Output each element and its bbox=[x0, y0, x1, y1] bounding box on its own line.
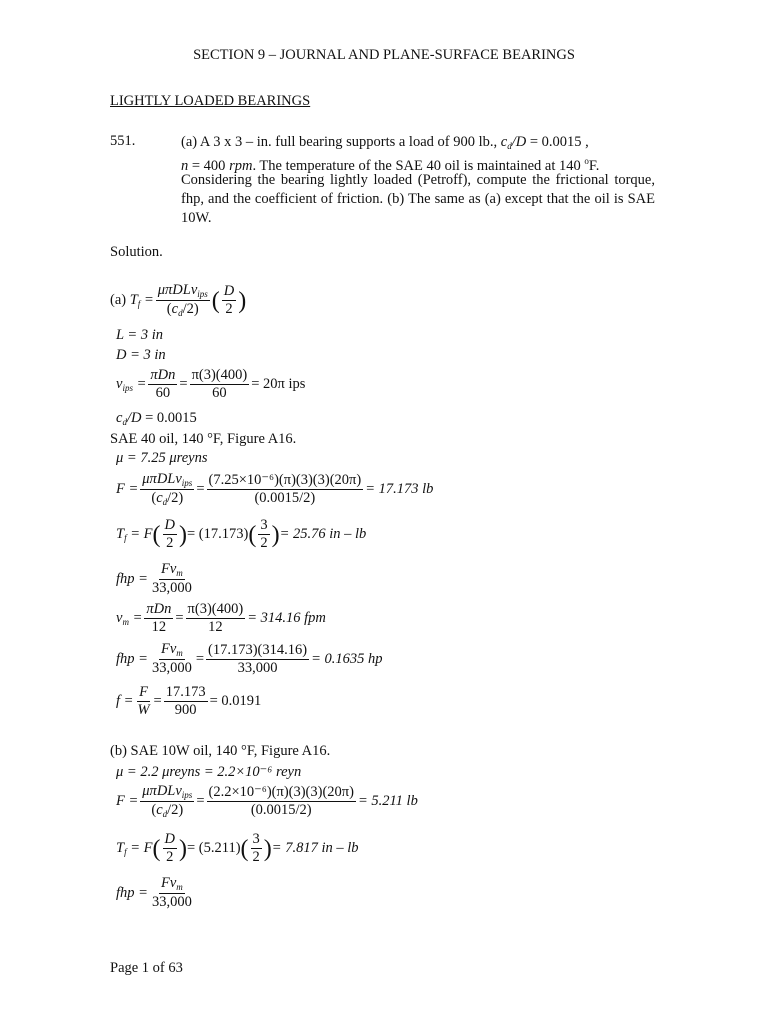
numerator: $Fv_m$ bbox=[159, 642, 185, 660]
denominator: 2 bbox=[166, 849, 174, 866]
numerator: 3 bbox=[258, 518, 269, 535]
numerator: (7.25×10⁻⁶)(π)(3)(3)(20π) bbox=[207, 473, 364, 490]
denominator: 900 bbox=[174, 702, 197, 719]
problem-text: . The temperature of the SAE 40 oil is maintained at 140 bbox=[252, 158, 581, 174]
denominator: 33,000 bbox=[151, 660, 192, 677]
mu-b: μ = 2.2 μreyns = 2.2×10⁻⁶ reyn bbox=[116, 764, 302, 780]
fraction bbox=[222, 284, 236, 317]
problem-text: F. bbox=[588, 158, 600, 174]
fraction bbox=[140, 784, 194, 820]
tf-symbol: $T_f = F$ bbox=[116, 526, 153, 544]
problem-rest: Considering the bearing lightly loaded (Petroff), compute the frictional torque, fhp, and the coefficient of friction. (b) The same as (a) except that the oil is SAE 10W. bbox=[181, 172, 655, 226]
degree-mark: o bbox=[584, 156, 589, 166]
right-paren: ) bbox=[178, 835, 187, 862]
vips-result: = 20π ips bbox=[251, 376, 306, 393]
subheading: LIGHTLY LOADED BEARINGS bbox=[110, 93, 311, 109]
cd-value: = 0.0015 , bbox=[529, 134, 589, 150]
eq-D: D = 3 in bbox=[116, 347, 166, 363]
eq-f: f = $\frac{F}{W}$ = $\frac{17.173}{900}$ = 0.0191 bbox=[116, 684, 262, 719]
n-value: = 400 bbox=[191, 158, 226, 174]
denominator: 60 bbox=[212, 385, 227, 402]
tf-mid: = (5.211) bbox=[186, 840, 241, 857]
solution-label: Solution. bbox=[110, 244, 163, 260]
cd-over-D: $c_d/D$ bbox=[500, 134, 527, 151]
tf-symbol: $T_f$ = bbox=[129, 292, 154, 310]
fhp-symbol: fhp = bbox=[116, 650, 148, 667]
problem-number: 551. bbox=[110, 133, 136, 149]
right-paren: ) bbox=[178, 521, 187, 548]
denominator: 2 bbox=[225, 301, 233, 318]
numerator: π(3)(400) bbox=[190, 368, 250, 385]
left-paren: ( bbox=[152, 521, 161, 548]
rpm-unit: rpm bbox=[229, 158, 253, 174]
denominator: (0.0015/2) bbox=[250, 802, 312, 819]
denominator: 2 bbox=[260, 535, 268, 552]
denominator: 33,000 bbox=[151, 894, 192, 911]
numerator: π(3)(400) bbox=[186, 602, 246, 619]
fraction bbox=[206, 643, 309, 676]
F-symbol: F = bbox=[116, 481, 139, 498]
F-result: = 5.211 lb bbox=[357, 793, 418, 810]
denominator: 2 bbox=[166, 535, 174, 552]
left-paren: ( bbox=[240, 835, 249, 862]
fraction bbox=[150, 876, 194, 911]
numerator: μπDLv$_{ips}$ bbox=[156, 283, 210, 301]
denominator: 12 bbox=[151, 619, 167, 636]
mu-a: μ = 7.25 μreyns bbox=[116, 450, 208, 466]
fraction bbox=[164, 685, 208, 718]
numerator: $Fv_m$ bbox=[159, 876, 185, 894]
eq-vips: $v_{ips}$ = $\frac{\text{πDn}}{60}$ = $\frac{\pi(3)(400)}{60}$ = 20π ips bbox=[116, 367, 306, 402]
numerator: μπDLv$_{ips}$ bbox=[140, 472, 194, 490]
eq-Tf-b bbox=[116, 832, 359, 865]
tf-result: = 25.76 in – lb bbox=[279, 526, 367, 543]
part-b-heading: (b) SAE 10W oil, 140 °F, Figure A16. bbox=[110, 743, 331, 759]
f-symbol: f = bbox=[116, 693, 134, 710]
fraction bbox=[144, 602, 173, 635]
fraction bbox=[207, 785, 356, 818]
right-paren: ) bbox=[238, 287, 247, 314]
numerator: D bbox=[163, 518, 177, 535]
denominator: W bbox=[137, 702, 150, 719]
numerator: 3 bbox=[251, 832, 262, 849]
fraction bbox=[186, 602, 246, 635]
denominator: 2 bbox=[252, 849, 260, 866]
numerator: πDn bbox=[148, 368, 177, 385]
denominator: 33,000 bbox=[151, 580, 192, 597]
fraction bbox=[163, 832, 177, 865]
vm-symbol: $v_m$ = bbox=[116, 610, 143, 628]
fraction bbox=[163, 518, 177, 551]
numerator: D bbox=[222, 284, 236, 301]
fraction bbox=[135, 685, 151, 718]
denominator: 60 bbox=[155, 385, 171, 402]
denominator: 33,000 bbox=[237, 659, 278, 676]
vm-result: = 314.16 fpm bbox=[247, 610, 326, 627]
denominator: $(c_d/2)$ bbox=[151, 490, 184, 508]
page-number: Page 1 of 63 bbox=[110, 960, 183, 976]
numerator: 17.173 bbox=[164, 685, 208, 702]
numerator: D bbox=[163, 832, 177, 849]
denominator: 12 bbox=[208, 619, 223, 636]
numerator: μπDLv$_{ips}$ bbox=[140, 784, 194, 802]
eq-cd: $c_d/D = 0.0015$ bbox=[116, 410, 197, 427]
left-paren: ( bbox=[211, 287, 220, 314]
fraction bbox=[150, 642, 194, 677]
fraction bbox=[140, 472, 194, 508]
right-paren: ) bbox=[263, 835, 272, 862]
right-paren: ) bbox=[271, 521, 280, 548]
f-result: = 0.0191 bbox=[209, 693, 262, 710]
tf-result: = 7.817 in – lb bbox=[271, 840, 359, 857]
F-symbol: F = bbox=[116, 793, 139, 810]
eq-fhp-def-a bbox=[116, 562, 196, 597]
left-paren: ( bbox=[152, 835, 161, 862]
part-a-label: (a) bbox=[110, 292, 127, 309]
tf-mid: = (17.173) bbox=[186, 526, 249, 543]
eq-fhp-def-b bbox=[116, 876, 196, 911]
eq-fhp-a: fhp = $\frac{Fv_m}{33,000}$ = $\frac{(17.173)(314.16)}{33,000}$ = 0.1635 hp bbox=[116, 641, 383, 677]
fhp-symbol: fhp = bbox=[116, 570, 148, 587]
fraction bbox=[150, 562, 194, 597]
eq-L: L = 3 in bbox=[116, 327, 163, 343]
numerator: (2.2×10⁻⁶)(π)(3)(3)(20π) bbox=[207, 785, 356, 802]
numerator: F bbox=[137, 685, 150, 702]
problem-text: (a) A 3 x 3 – in. full bearing supports a load of 900 lb., bbox=[181, 134, 498, 150]
oil-note-a: SAE 40 oil, 140 °F, Figure A16. bbox=[110, 431, 297, 447]
fraction bbox=[207, 473, 364, 506]
vips-symbol: $v_{ips}$ = bbox=[116, 376, 147, 394]
denominator: $(c_d/2)$ bbox=[151, 802, 184, 820]
fraction bbox=[251, 832, 262, 865]
section-title: SECTION 9 – JOURNAL AND PLANE-SURFACE BEARINGS bbox=[193, 47, 575, 63]
eq-F-a: F = $\frac{\mu\pi DLv_{ips}}{(c_d/2)}$ = $\frac{\text{(7.25×10⁻⁶)(π)(3)(3)(20π)}}{(0.0015/2)}$ = 17.173 lb bbox=[116, 471, 434, 508]
fhp-symbol: fhp = bbox=[116, 884, 148, 901]
numerator: $Fv_m$ bbox=[159, 562, 185, 580]
eq-F-b: F = $\frac{\mu\pi DLv_{ips}}{(c_d/2)}$ = $\frac{\text{(2.2×10⁻⁶)(π)(3)(3)(20π)}}{(0.0015/2)}$ = 5.211 lb bbox=[116, 783, 418, 820]
fhp-result: = 0.1635 hp bbox=[311, 650, 383, 667]
eq-tf-definition bbox=[110, 283, 246, 319]
fraction bbox=[148, 368, 177, 401]
F-result: = 17.173 lb bbox=[365, 481, 434, 498]
eq-Tf-a bbox=[116, 518, 366, 551]
denominator: $(c_d/2)$ bbox=[166, 301, 199, 319]
numerator: πDn bbox=[144, 602, 173, 619]
denominator: (0.0015/2) bbox=[254, 490, 316, 507]
numerator: (17.173)(314.16) bbox=[206, 643, 309, 660]
tf-symbol: $T_f = F$ bbox=[116, 840, 153, 858]
fraction bbox=[258, 518, 269, 551]
n-symbol: n bbox=[181, 158, 189, 174]
fraction bbox=[190, 368, 250, 401]
left-paren: ( bbox=[248, 521, 257, 548]
fraction bbox=[156, 283, 210, 319]
eq-vm: $v_m$ = $\frac{\text{πDn}}{12}$ = $\frac{\pi(3)(400)}{12}$ = 314.16 fpm bbox=[116, 601, 326, 636]
